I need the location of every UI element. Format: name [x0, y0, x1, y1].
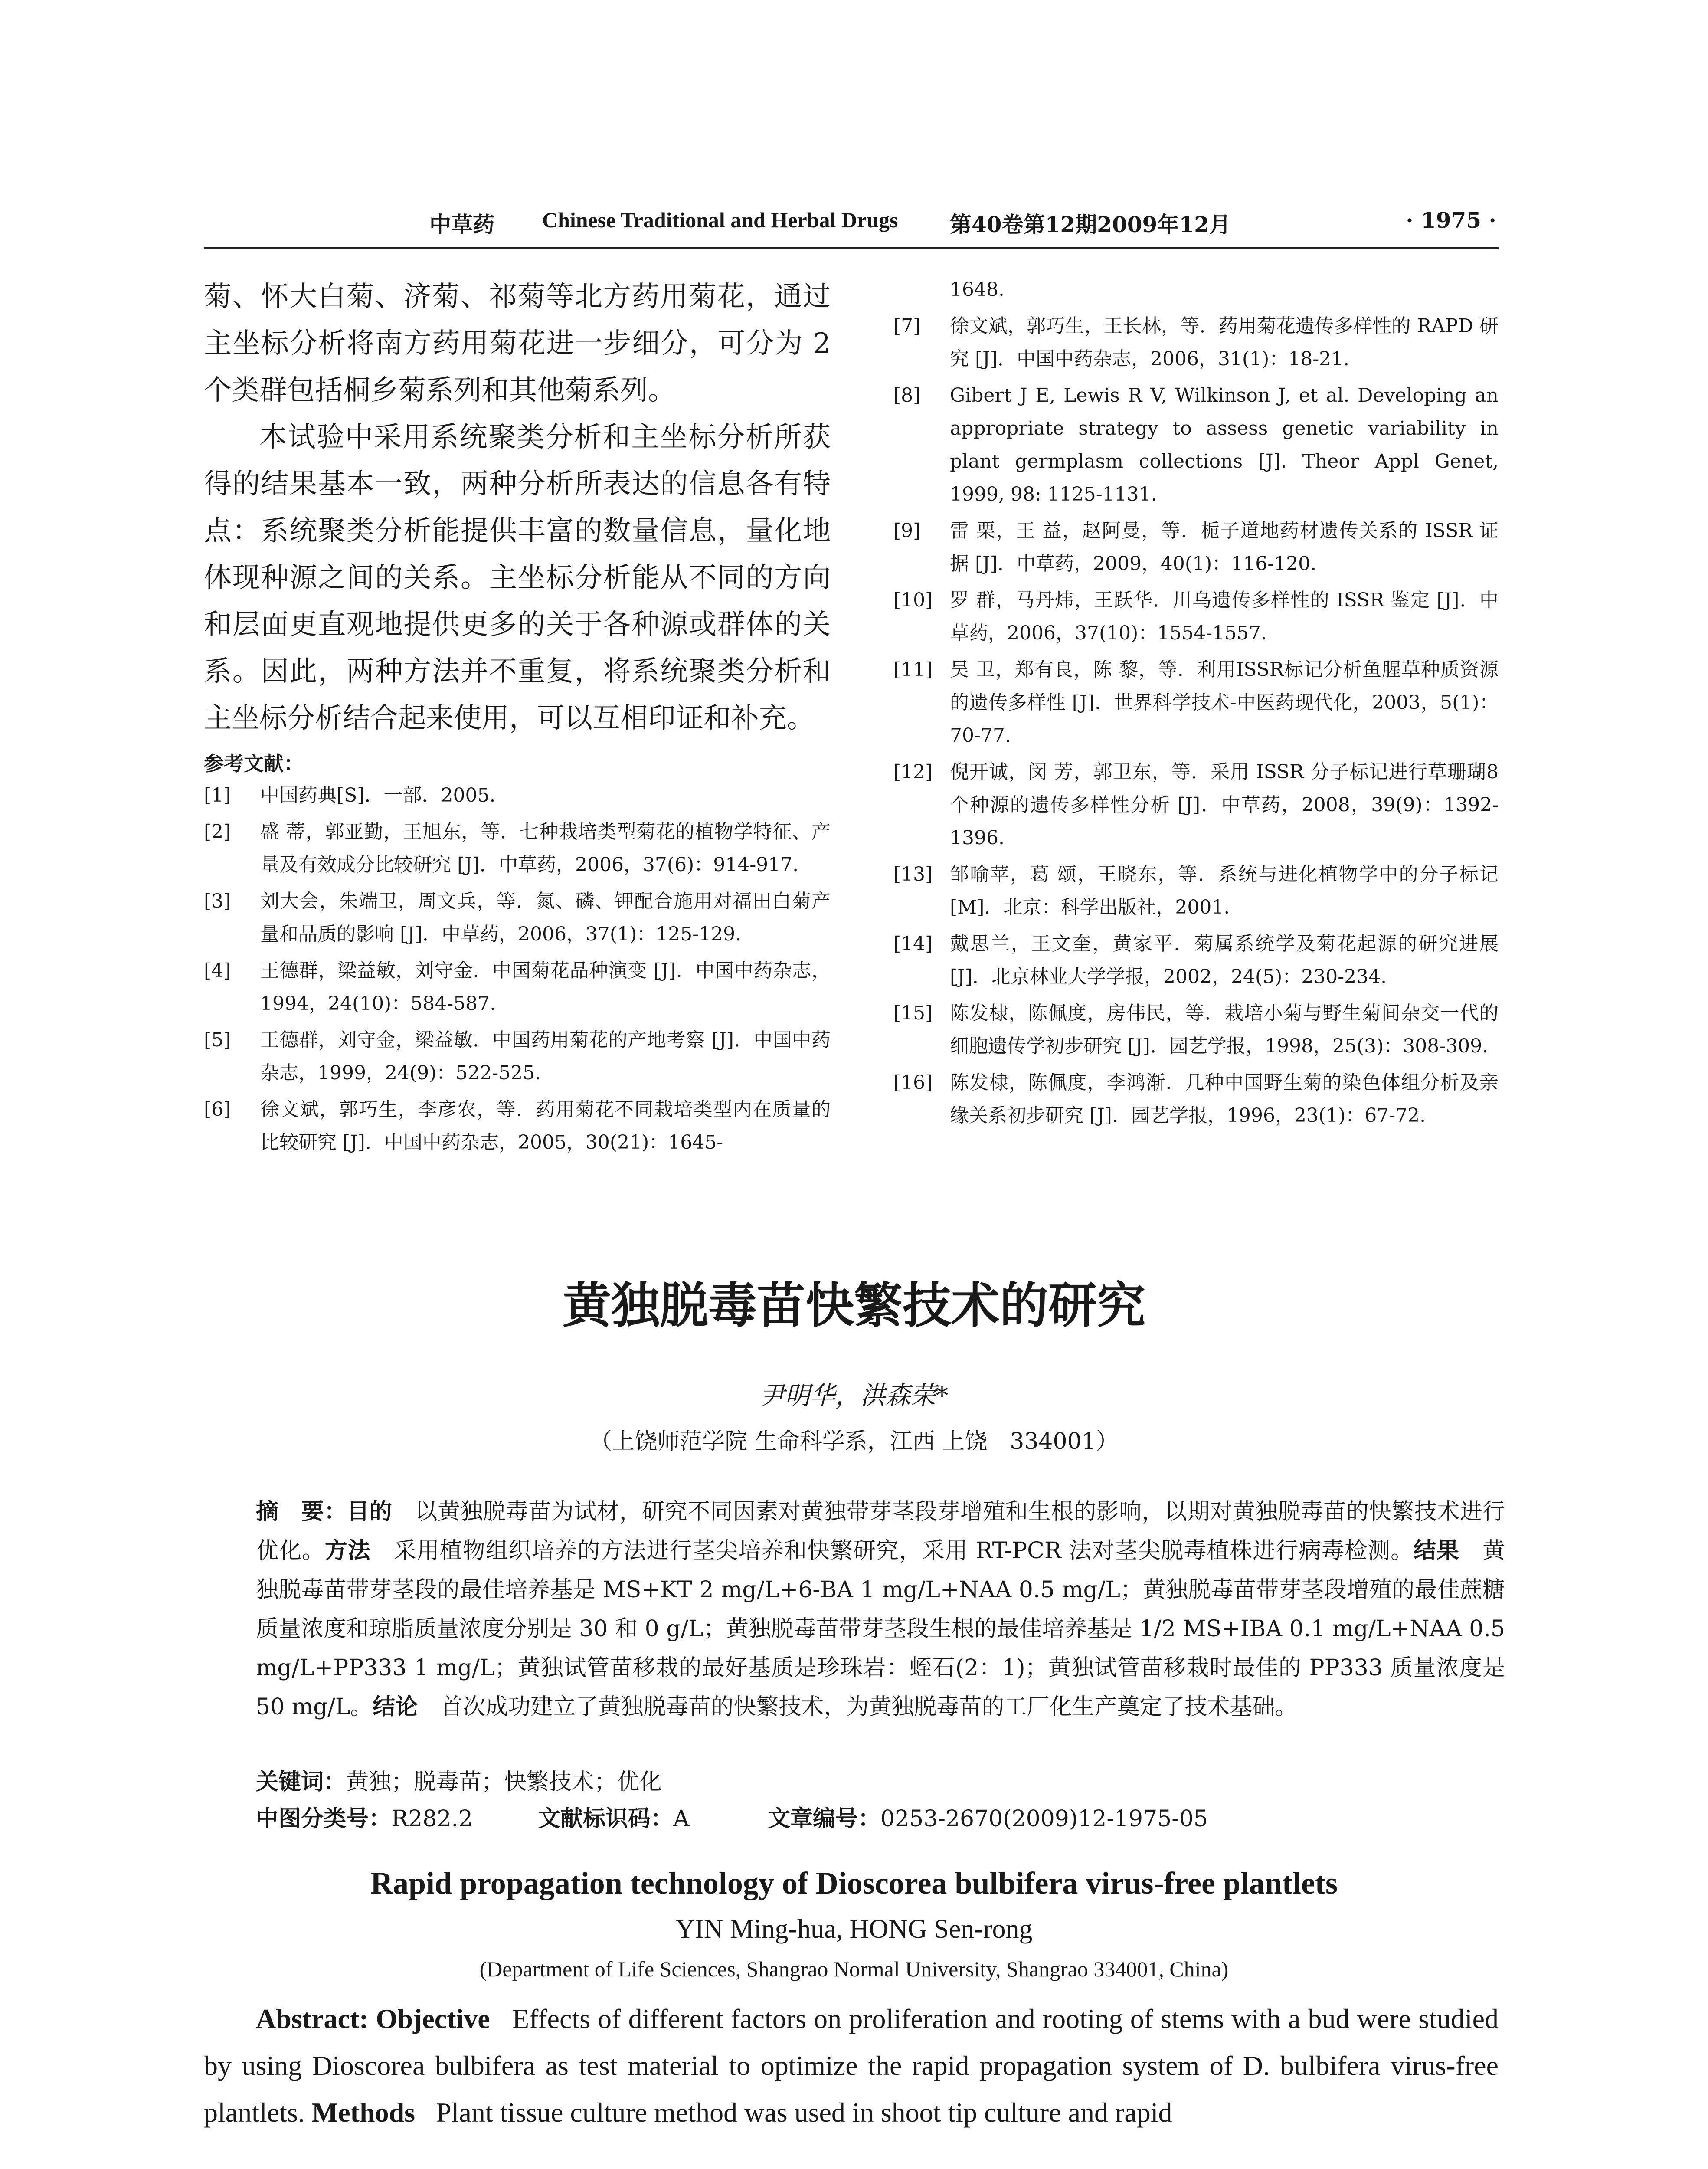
reference-text: 陈发棣，陈佩度，房伟民，等．栽培小菊与野生菊间杂交一代的细胞遗传学初步研究 [J]．园艺学报，1998，25(3)：308-309. [950, 1002, 1499, 1057]
reference-number: [1] [204, 784, 231, 806]
results-text: 黄独脱毒苗带芽茎段的最佳培养基是 MS+KT 2 mg/L+6-BA 1 mg/L+NAA 0.5 mg/L；黄独脱毒苗带芽茎段增殖的最佳蔗糖质量浓度和琼脂质量浓度分别是 30 和 0 g/L；黄独脱毒苗带芽茎段生根的最佳培养基是 1/2 MS+IBA 0.1 mg/L+NAA 0.5 mg/L+PP333 1 mg/L；黄独试管苗移栽的最好基质是珍珠岩：蛭石(2：1)；黄独试管苗移栽时最佳的 PP333 质量浓度是 50 mg/L。 [256, 1538, 1505, 1720]
journal-name-en: Chinese Traditional and Herbal Drugs [542, 208, 898, 232]
reference-number: [10] [893, 589, 933, 611]
article-title-cn: 黄独脱毒苗快繁技术的研究 [563, 1278, 1145, 1334]
reference-number: [9] [893, 520, 921, 542]
journal-name-cn: 中草药 [429, 212, 494, 237]
reference-item [893, 653, 1499, 752]
abstract-en-methods: Plant tissue culture method was used in shoot tip culture and rapid [436, 2097, 1172, 2128]
reference-number: [5] [204, 1029, 231, 1051]
reference-item [893, 310, 1499, 376]
reference-item [893, 1066, 1499, 1132]
reference-item [893, 756, 1499, 855]
reference-item [204, 1093, 831, 1159]
authors-cn: 尹明华，洪森荣* [759, 1381, 949, 1410]
keywords-text: 黄独；脱毒苗；快繁技术；优化 [346, 1769, 662, 1795]
objective-label: 目的 [347, 1498, 393, 1525]
reference-text: 戴思兰，王文奎，黄家平．菊属系统学及菊花起源的研究进展 [J]．北京林业大学学报，2002，24(5)：230-234. [950, 933, 1499, 988]
reference-item [893, 514, 1499, 580]
keywords-label: 关键词： [256, 1769, 347, 1795]
abstract-cn [256, 1492, 1505, 1727]
reference-item [893, 997, 1499, 1063]
reference-text: 徐文斌，郭巧生，王长林，等．药用菊花遗传多样性的 RAPD 研究 [J]．中国中药杂志，2006，31(1)：18-21. [950, 315, 1499, 370]
issue-info: 第40卷第12期2009年12月 [950, 212, 1231, 237]
reference-item [893, 927, 1499, 993]
reference-number: [12] [893, 761, 933, 783]
reference-text: 陈发棣，陈佩度，李鸿渐．几种中国野生菊的染色体组分析及亲缘关系初步研究 [J]．园艺学报，1996，23(1)：67-72. [950, 1071, 1499, 1127]
reference-number: [2] [204, 821, 231, 843]
clc-value: R282.2 [391, 1806, 473, 1832]
references-heading: 参考文献： [204, 752, 304, 775]
reference-text: 中国药典[S]．一部．2005. [260, 784, 496, 806]
reference-text: 罗 群，马丹炜，王跃华．川乌遗传多样性的 ISSR 鉴定 [J]．中草药，2006，37(10)：1554-1557. [950, 589, 1499, 644]
article-title-en: Rapid propagation technology of Dioscorea bulbifera virus-free plantlets [370, 1866, 1338, 1900]
doc-code [538, 1800, 690, 1833]
abstract-label: 摘 要： [256, 1498, 347, 1525]
reference-number: [16] [893, 1071, 933, 1094]
clc-label: 中图分类号： [256, 1805, 392, 1832]
reference-number: [4] [204, 960, 231, 982]
objective-text: 以黄独脱毒苗为试材，研究不同因素对黄独带芽茎段芽增殖和生根的影响，以期对黄独脱毒苗的快繁技术进行优化。 [256, 1499, 1505, 1564]
body-paragraph: 本试验中采用系统聚类分析和主坐标分析所获得的结果基本一致，两种分析所表达的信息各有特点：系统聚类分析能提供丰富的数量信息，量化地体现种源之间的关系。主坐标分析能从不同的方向和层面更直观地提供更多的关于各种源或群体的关系。因此，两种方法并不重复，将系统聚类分析和主坐标分析结合起来使用，可以互相印证和补充。 [204, 421, 831, 734]
affiliation-en: (Department of Life Sciences, Shangrao Normal University, Shangrao 334001, China) [479, 1957, 1229, 1981]
reference-text: 王德群，梁益敏，刘守金．中国菊花品种演变 [J]．中国中药杂志，1994，24(10)：584-587. [260, 960, 831, 1015]
conclusion-label: 结论 [373, 1694, 418, 1720]
keywords-line [256, 1763, 662, 1796]
reference-number: [7] [893, 315, 921, 337]
reference-item [893, 379, 1499, 511]
reference-number: [6] [204, 1098, 231, 1121]
abstract-en [204, 1995, 1499, 2136]
right-column [893, 273, 1499, 1136]
methods-text: 采用植物组织培养的方法进行茎尖培养和快繁研究，采用 RT-PCR 法对茎尖脱毒植株进行病毒检测。 [393, 1538, 1414, 1564]
reference-number: [14] [893, 933, 933, 955]
article-number-value: 0253-2670(2009)12-1975-05 [880, 1806, 1208, 1832]
left-column [204, 273, 831, 1163]
reference-text: Gibert J E, Lewis R V, Wilkinson J, et al. Developing an appropriate strategy to assess genetic variability in plant germplasm collections [J]. Theor Appl Genet, 1999, 98: 1125-1131. [950, 384, 1499, 505]
reference-item [893, 858, 1499, 924]
article-number-label: 文章编号： [768, 1805, 881, 1832]
running-header [204, 207, 1496, 239]
reference-text: 邹喻苹，葛 颂，王晓东，等．系统与进化植物学中的分子标记 [M]．北京：科学出版社，2001. [950, 863, 1499, 918]
doc-code-label: 文献标识码： [538, 1805, 674, 1832]
reference-number: [13] [893, 863, 933, 885]
authors-en: YIN Ming-hua, HONG Sen-rong [675, 1914, 1033, 1944]
reference-item [204, 954, 831, 1020]
reference-number: [3] [204, 890, 231, 912]
results-label: 结果 [1414, 1537, 1459, 1564]
reference-item [893, 584, 1499, 650]
reference-text: 刘大会，朱端卫，周文兵，等．氮、磷、钾配合施用对福田白菊产量和品质的影响 [J]．中草药，2006，37(1)：125-129. [260, 890, 831, 945]
methods-label: 方法 [324, 1537, 371, 1564]
abstract-en-objective: Effects of different factors on proliferation and rooting of stems with a bud were studied by using Dioscorea bulbifera as test material to optimize the rapid propagation system of D. bulbifera virus-free plantlets. [204, 2003, 1499, 2128]
abstract-en-methods-label: Methods [311, 2097, 416, 2128]
clc-number [256, 1800, 473, 1833]
reference-item [204, 1024, 831, 1090]
header-divider [204, 247, 1499, 249]
affiliation-cn: （上饶师范学院 生命科学系，江西 上饶 334001） [589, 1429, 1119, 1455]
reference-text: 王德群，刘守金，梁益敏．中国药用菊花的产地考察 [J]．中国中药杂志，1999，24(9)：522-525. [260, 1029, 831, 1084]
reference-text: 盛 蒂，郭亚勤，王旭东，等．七种栽培类型菊花的植物学特征、产量及有效成分比较研究 [J]．中草药，2006，37(6)：914-917. [260, 821, 831, 876]
article-number [768, 1800, 1208, 1833]
reference-number: [11] [893, 659, 933, 681]
reference-text: 吴 卫，郑有良，陈 黎，等．利用ISSR标记分析鱼腥草种质资源的遗传多样性 [J]．世界科学技术-中医药现代化，2003，5(1)：70-77. [950, 659, 1499, 747]
abstract-en-label: Abstract: [256, 2003, 369, 2034]
doc-code-value: A [673, 1806, 690, 1832]
body-paragraph: 菊、怀大白菊、济菊、祁菊等北方药用菊花，通过主坐标分析将南方药用菊花进一步细分，可分为 2 个类群包括桐乡菊系列和其他菊系列。 [204, 281, 831, 406]
reference-item [204, 885, 831, 951]
reference-continuation: 1648. [950, 278, 1005, 301]
page-number: · 1975 · [1406, 207, 1496, 233]
reference-item [204, 816, 831, 881]
conclusion-text: 首次成功建立了黄独脱毒苗的快繁技术，为黄独脱毒苗的工厂化生产奠定了技术基础。 [440, 1694, 1298, 1720]
reference-text: 徐文斌，郭巧生，李彦农，等．药用菊花不同栽培类型内在质量的比较研究 [J]．中国中药杂志，2005，30(21)：1645- [260, 1098, 831, 1153]
abstract-en-objective-label: Objective [376, 2003, 490, 2034]
reference-item [204, 779, 831, 812]
reference-number: [8] [893, 384, 921, 406]
reference-text: 雷 栗，王 益，赵阿曼，等．栀子道地药材遗传关系的 ISSR 证据 [J]．中草药，2009，40(1)：116-120. [950, 520, 1499, 575]
reference-number: [15] [893, 1002, 933, 1024]
reference-text: 倪开诚，闵 芳，郭卫东，等．采用 ISSR 分子标记进行草珊瑚8个种源的遗传多样性分析 [J]．中草药，2008，39(9)：1392-1396. [950, 761, 1499, 849]
